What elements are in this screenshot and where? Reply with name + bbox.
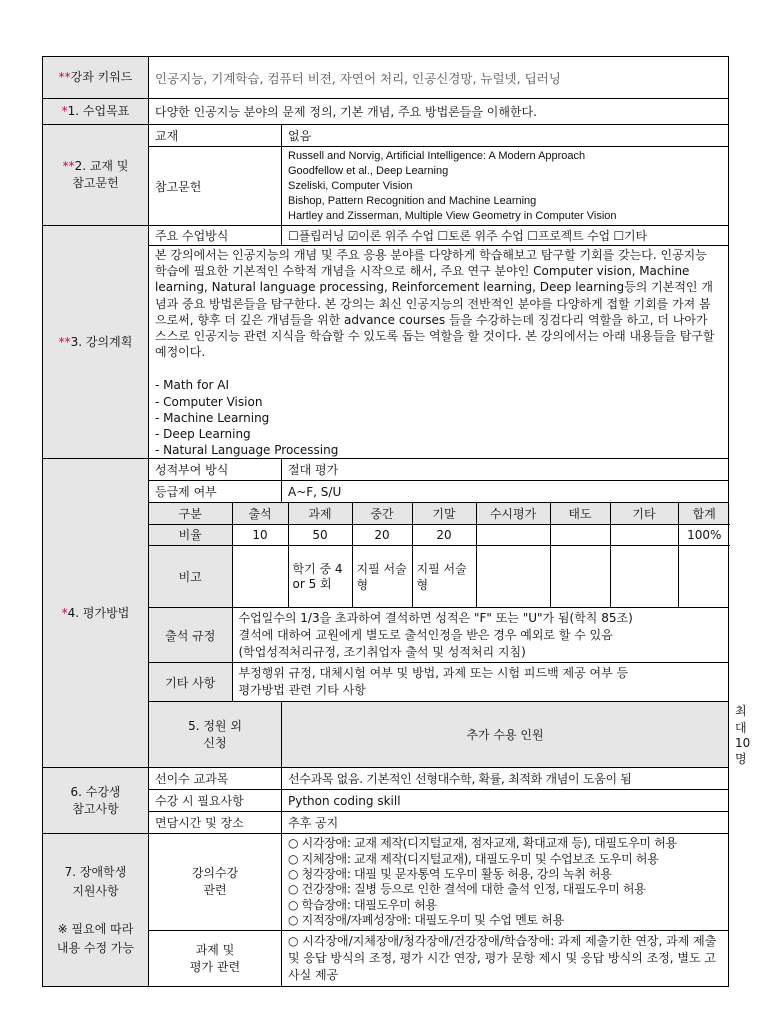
- table-header: 태도: [550, 503, 610, 524]
- method-option-other[interactable]: ☐기타: [613, 229, 647, 243]
- ratio-label: 비율: [149, 524, 232, 545]
- reference-item: Szeliski, Computer Vision: [288, 179, 413, 192]
- plan-label: **3. 강의계획: [43, 226, 149, 459]
- ratio-table: [149, 503, 730, 607]
- attendance-label: 출석 규정: [149, 608, 232, 662]
- topic-item: - Computer Vision: [155, 394, 263, 409]
- support-eval-label: 과제 및 평가 관련: [149, 931, 282, 987]
- goal-label: *1. 수업목표: [43, 99, 149, 125]
- topic-list: [155, 377, 722, 458]
- capacity-row: 5. 정원 외 신청 추가 수용 인원 최대 10명: [43, 702, 729, 768]
- note-cell: [678, 545, 730, 607]
- support-lecture-row: [43, 834, 729, 931]
- note-label: 비고: [149, 545, 232, 607]
- grading-label: 성적부여 방식: [149, 459, 282, 481]
- goal-value: 다양한 인공지능 분야의 문제 정의, 기본 개념, 주요 방법론들을 이해한다.: [149, 99, 729, 125]
- table-header: 합계: [678, 503, 730, 524]
- note-cell: 지필 서술형: [412, 545, 476, 607]
- note-cell: [232, 545, 288, 607]
- prereq-label: 선이수 교과목: [149, 768, 282, 790]
- topic-item: - Machine Learning: [155, 410, 270, 425]
- ratio-table-cell: [149, 503, 729, 608]
- support-item: ○ 지체장애: 교재 제작(디지털교재), 대필도우미 및 수업보조 도우미 허용: [288, 851, 659, 866]
- note-cell: [610, 545, 678, 607]
- ratio-cell: [610, 524, 678, 545]
- reference-item: Hartley and Zisserman, Multiple View Geometry in Computer Vision: [288, 209, 617, 222]
- reference-item: Russell and Norvig, Artificial Intelligence: A Modern Approach: [288, 149, 586, 162]
- prereq-value: 선수과목 없음. 기본적인 선형대수학, 확률, 최적화 개념이 도움이 됨: [282, 768, 729, 790]
- method-option-discussion[interactable]: ☐토론 위주 수업: [437, 229, 524, 243]
- support-label: 7. 장애학생 지원사항 ※ 필요에 따라 내용 수정 가능: [43, 834, 149, 987]
- grading-value: 절대 평가: [282, 459, 729, 481]
- other-text: 부정행위 규정, 대체시험 여부 및 방법, 과제 또는 시험 피드백 제공 여부 등 평가방법 관련 기타 사항: [238, 666, 629, 698]
- notes-label: 6. 수강생 참고사항: [43, 768, 149, 834]
- evaluation-label: *4. 평가방법: [43, 459, 149, 768]
- prereq-row: [43, 768, 729, 790]
- reference-item: Goodfellow et al., Deep Learning: [288, 164, 449, 177]
- topic-item: - Natural Language Processing: [155, 443, 339, 458]
- references-list: [282, 147, 729, 226]
- note-cell: 지필 서술형: [352, 545, 412, 607]
- ratio-cell: 20: [352, 524, 412, 545]
- support-item: ○ 청각장애: 대필 및 문자통역 도우미 활동 허용, 강의 녹취 허용: [288, 867, 612, 882]
- requirement-value: Python coding skill: [282, 790, 729, 812]
- capacity-sub-label: 추가 수용 인원: [282, 702, 729, 768]
- scale-label: 등급제 여부: [149, 481, 282, 503]
- note-cell: [476, 545, 550, 607]
- method-option-theory[interactable]: ☑이론 위주 수업: [347, 229, 434, 243]
- support-item: ○ 건강장애: 질병 등으로 인한 결석에 대한 출석 인정, 대필도우미 허용: [288, 882, 646, 897]
- references-label: 참고문헌: [149, 147, 282, 226]
- checkbox-icon[interactable]: ☐: [613, 229, 625, 243]
- ratio-cell: [550, 524, 610, 545]
- other-table: [149, 663, 728, 701]
- capacity-label: 5. 정원 외 신청: [149, 702, 282, 768]
- reference-item: Bishop, Pattern Recognition and Machine Learning: [288, 194, 537, 207]
- table-header: 수시평가: [476, 503, 550, 524]
- table-header: 과제: [288, 503, 352, 524]
- checkbox-icon[interactable]: ☐: [527, 229, 538, 243]
- table-header: 기말: [412, 503, 476, 524]
- ratio-cell: [476, 524, 550, 545]
- goal-row: [43, 99, 729, 125]
- other-label: 기타 사항: [149, 663, 232, 701]
- grading-row: [43, 459, 729, 481]
- table-header: 중간: [352, 503, 412, 524]
- method-options: [282, 226, 729, 246]
- plan-description: [149, 246, 729, 459]
- method-label: 주요 수업방식: [149, 226, 282, 246]
- attendance-cell: [149, 608, 729, 663]
- table-header: 기타: [610, 503, 678, 524]
- ratio-row: [149, 524, 730, 545]
- table-header: 구분: [149, 503, 232, 524]
- method-row: [43, 226, 729, 246]
- attendance-table: [149, 608, 728, 662]
- office-label: 면담시간 및 장소: [149, 812, 282, 834]
- textbook-value: 없음: [282, 125, 729, 147]
- topic-item: - Math for AI: [155, 378, 230, 393]
- ratio-cell: 10: [232, 524, 288, 545]
- keyword-label: **강좌 키워드: [43, 57, 149, 99]
- scale-value: A~F, S/U: [282, 481, 729, 503]
- topic-item: - Deep Learning: [155, 427, 251, 442]
- method-option-flipped[interactable]: ☐플립러닝: [288, 229, 345, 243]
- support-item: ○ 시각장애: 교재 제작(디지털교재, 점자교재, 확대교재 등), 대필도우미 허용: [288, 836, 677, 851]
- support-lecture-list: [282, 834, 729, 931]
- ratio-header-row: [149, 503, 730, 524]
- note-cell: [550, 545, 610, 607]
- checkbox-icon[interactable]: ☐: [288, 229, 299, 243]
- support-item: ○ 지적장애/자폐성장애: 대필도우미 및 수업 멘토 허용: [288, 913, 564, 928]
- checkbox-icon[interactable]: ☐: [437, 229, 449, 243]
- support-lecture-label: 강의수강 관련: [149, 834, 282, 931]
- textbook-label: 교재: [149, 125, 282, 147]
- books-label: **2. 교재 및 참고문헌: [43, 125, 149, 226]
- other-cell: [149, 663, 729, 702]
- ratio-cell: 20: [412, 524, 476, 545]
- method-option-project[interactable]: ☐프로젝트 수업: [527, 229, 610, 243]
- keyword-row: [43, 57, 729, 99]
- note-cell: 학기 중 4 or 5 회: [288, 545, 352, 607]
- ratio-cell: 100%: [678, 524, 730, 545]
- office-value: 추후 공지: [282, 812, 729, 834]
- plan-paragraph: 본 강의에서는 인공지능의 개념 및 주요 응용 분야를 다양하게 학습해보고 탐구할 기회를 갖는다. 인공지능 학습에 필요한 기본적인 수학적 개념을 시작으로 해서, 주요 연구 분야인 Computer vision, Machine learning, Natural language processing, Reinforcement learning, Deep learning등의 기본적인 개념과 중요 방법론들을 탐구한다. 본 강의는 최신 인공지능의 전반적인 분야를 다양하게 접할 기회를 가져 봄으로써, 향후 더 깊은 개념들을 위한 advance courses 들을 수강하는데 징검다리 역할을 하고, 더 나아가 스스로 인공지능 관련 지식을 학습할 수 있도록 돕는 역할을 할 것이다. 본 강의에서는 아래 내용들을 탐구할 예정이다.: [155, 248, 715, 360]
- keyword-value: 인공지능, 기계학습, 컴퓨터 비젼, 자연어 처리, 인공신경망, 뉴럴넷, 딥러닝: [149, 57, 729, 99]
- checked-checkbox-icon[interactable]: ☑: [347, 229, 359, 243]
- requirement-label: 수강 시 필요사항: [149, 790, 282, 812]
- syllabus-table: [42, 56, 751, 987]
- note-row: [149, 545, 730, 607]
- support-eval-text: ○ 시각장애/지체장애/청각장애/건강장애/학습장애: 과제 제출기한 연장, 과제 제출 및 응답 방식의 조정, 평가 시간 연장, 평가 문항 제시 및 응답 방식의 조정, 별도 고사실 제공: [282, 931, 729, 987]
- support-item: ○ 학습장애: 대필도우미 허용: [288, 897, 437, 912]
- table-header: 출석: [232, 503, 288, 524]
- textbook-row: [43, 125, 729, 147]
- attendance-text: 수업일수의 1/3을 초과하여 결석하면 성적은 "F" 또는 "U"가 됨(학칙 85조) 결석에 대하여 교원에게 별도로 출석인정을 받은 경우 예외로 할 수 있음 (학업성적처리규정, 조기취업자 출석 및 성적처리 지침): [238, 610, 633, 659]
- ratio-cell: 50: [288, 524, 352, 545]
